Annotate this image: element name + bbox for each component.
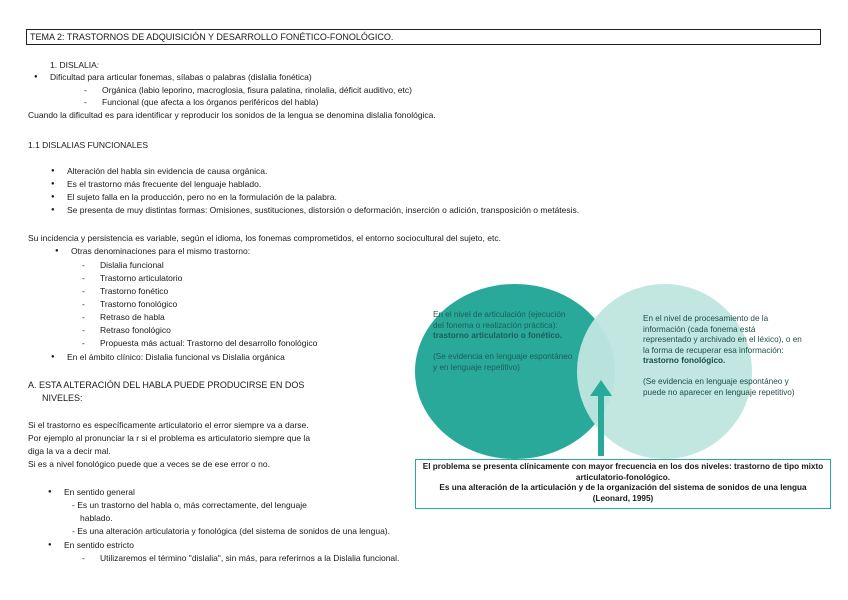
sectionA-para-2: Por ejemplo al pronunciar la r si el problema es articulatorio siempre que la [28, 433, 311, 443]
note-box-line-1: El problema se presenta clínicamente con mayor frecuencia en los dos niveles: trastorno de tipo mixto articulatorio-fonológico. [422, 462, 824, 482]
general-bullet: ● En sentido general [64, 487, 135, 498]
sectionA-para-4: Si es a nivel fonológico puede que a veces se de ese error o no. [28, 459, 270, 469]
strict-bullet: ● En sentido estricto [64, 540, 134, 551]
articulation-text-normal: En el nivel de articulación (ejecución del fonema o realización práctica): [433, 310, 566, 330]
sectionA-para-3: diga la va a decir mal. [28, 446, 111, 456]
section1-note: Cuando la dificultad es para identificar y reproducir los sonidos de la lengua se denomina dislalia fonológica. [28, 110, 436, 120]
other-name-3: - Trastorno fonético [100, 286, 168, 297]
section11-bullet-1: ● Alteración del habla sin evidencia de causa orgánica. [67, 166, 267, 177]
sectionA-heading-2: NIVELES: [42, 393, 83, 403]
general-sub-2: - Es una alteración articulatoria y fonológica (del sistema de sonidos de una lengua). [72, 526, 391, 536]
section1-heading: 1. DISLALIA: [50, 60, 100, 70]
note-box-line-2: Es una alteración de la articulación y de la organización del sistema de sonidos de una lengua (Leonard, 1995) [439, 483, 807, 503]
other-name-5: - Retraso de habla [100, 312, 165, 323]
articulation-text-bold: trastorno articulatorio o fonético. [433, 331, 563, 340]
section1-sub-organic: - Orgánica (labio leporino, macroglosia, fisura palatina, rinolalia, déficit auditivo, etc) [102, 85, 412, 96]
sectionA-para-1: Si el trastorno es específicamente articulatorio el error siempre va a darse. [28, 420, 309, 430]
mixed-level-note-box [415, 459, 831, 509]
phonological-text-bold: trastorno fonológico. [643, 356, 726, 365]
phonological-text-normal: En el nivel de procesamiento de la información (cada fonema está representado y archivado en el léxico), o en la forma de recuperar esa información: [643, 314, 802, 355]
clinical-bullet: ● En el ámbito clínico: Dislalia funcional vs Dislalia orgánica [67, 352, 285, 363]
other-name-7: - Propuesta más actual: Trastorno del desarrollo fonológico [100, 338, 317, 349]
section11-bullet-3: ● El sujeto falla en la producción, pero no en la formulación de la palabra. [67, 192, 337, 203]
general-sub-1: - Es un trastorno del habla o, más correctamente, del lenguaje [72, 500, 307, 510]
section1-bullet: ● Dificultad para articular fonemas, sílabas o palabras (dislalia fonética) [50, 72, 312, 83]
levels-diagram [415, 284, 835, 514]
page-title: TEMA 2: TRASTORNOS DE ADQUISICIÓN Y DESARROLLO FONÉTICO-FONOLÓGICO. [26, 29, 821, 45]
incidence-text: Su incidencia y persistencia es variable, según el idioma, los fonemas comprometidos, el entorno sociocultural del sujeto, etc. [28, 233, 501, 243]
other-name-4: - Trastorno fonológico [100, 299, 177, 310]
articulation-text [433, 310, 573, 373]
phonological-text [643, 314, 803, 398]
sectionA-heading-1: A. ESTA ALTERACIÓN DEL HABLA PUEDE PRODUCIRSE EN DOS [28, 380, 305, 390]
general-sub-1-text: Es un trastorno del habla o, más correctamente, del lenguaje [77, 500, 307, 510]
phonological-note: (Se evidencia en lenguaje espontáneo y puede no aparecer en lenguaje repetitivo) [643, 377, 795, 397]
articulation-note: (Se evidencia en lenguaje espontáneo y en lenguaje repetitivo) [433, 352, 573, 372]
general-sub-2-text: Es una alteración articulatoria y fonológica (del sistema de sonidos de una lengua). [77, 526, 391, 536]
other-name-2: - Trastorno articulatorio [100, 273, 182, 284]
other-name-6: - Retraso fonológico [100, 325, 171, 336]
general-sub-1-cont: hablado. [80, 513, 113, 523]
section11-bullet-2: ● Es el trastorno más frecuente del lenguaje hablado. [67, 179, 261, 190]
other-names-bullet: ● Otras denominaciones para el mismo trastorno: [71, 246, 250, 257]
other-name-1: - Dislalia funcional [100, 260, 164, 271]
section11-bullet-4: ● Se presenta de muy distintas formas: Omisiones, sustituciones, distorsión o deformación, inserción o adición, transposición o metátesis. [67, 205, 579, 216]
strict-sub: - Utilizaremos el término "dislalia", sin más, para referirnos a la Dislalia funcional. [100, 553, 399, 564]
section1-sub-functional: - Funcional (que afecta a los órganos periféricos del habla) [102, 97, 318, 108]
arrow-shaft [598, 394, 604, 456]
section11-heading: 1.1 DISLALIAS FUNCIONALES [28, 140, 148, 150]
